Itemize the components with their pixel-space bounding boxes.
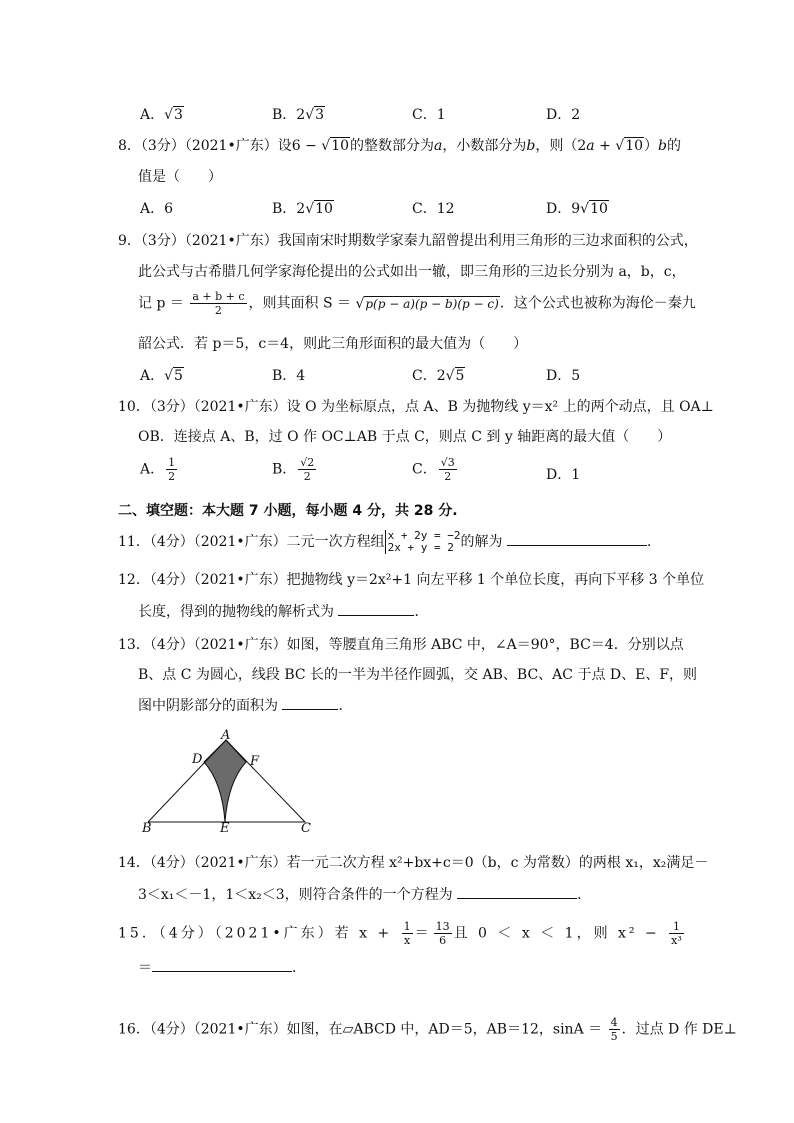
q8-option-d: D．9√10 [546, 201, 608, 217]
q7-option-c: C．1 [412, 107, 446, 123]
question-8-line2: 值是（ ） [138, 169, 222, 185]
shaded-region [204, 740, 246, 822]
q10-option-a: A． $\frac{1}{2}$ [140, 456, 176, 483]
question-11: 11．（4分）（2021•广东）二元一次方程组 x + 2y = −2 2x + y = 2 的解为 ． [118, 529, 661, 554]
question-10-line2: OB．连接点 A、B，过 O 作 OC⊥AB 于点 C，则点 C 到 y 轴距离的最大值（ ） [138, 429, 672, 445]
question-8: 8．（3分）（2021•广东）设6 − √10的整数部分为a，小数部分为b，则（2a + √10）b的 [118, 138, 681, 154]
q10-option-c: C． $\frac{√3}{2}$ [412, 456, 455, 483]
q10-option-b: B． $\frac{√2}{2}$ [272, 456, 315, 483]
question-14: 14．（4分）（2021•广东）若一元二次方程 x²+bx+c＝0（b，c 为常数）的两根 x₁，x₂满足－ [118, 855, 709, 871]
question-13-line2: B、点 C 为圆心，线段 BC 长的一半为半径作圆弧，交 AB、BC、AC 于点 D、E、F，则 [138, 667, 698, 683]
question-14-line2: 3＜x₁＜－1，1＜x₂＜3，则符合条件的一个方程为 ． [138, 887, 592, 903]
section-heading: 二、填空题：本大题 7 小题，每小题 4 分，共 28 分. [118, 503, 458, 519]
q8-option-a: A．6 [140, 201, 174, 217]
q9-option-b: B．4 [272, 368, 306, 384]
question-13: 13．（4分）（2021•广东）如图，等腰直角三角形 ABC 中，∠A＝90°，BC＝4．分别以点 [118, 637, 684, 653]
question-15: 15．（4分）（2021•广东）若 x + $\frac{1}{x}$ ＝ $\frac{13}{6}$ 且 0 ＜ x ＜ 1，则 x² − $\frac{1}{\text{x³}}$ [118, 920, 682, 947]
q7-option-d: D．2 [546, 107, 581, 123]
label-f: F [250, 754, 260, 769]
answer-blank[interactable] [338, 603, 414, 616]
question-16: 16．（4分）（2021•广东）如图，在▱ABCD 中，AD＝5，AB＝12，sinA ＝ $\frac{4}{5}$ ．过点 D 作 DE⊥ [118, 1016, 737, 1043]
question-9-line2: 此公式与古希腊几何学家海伦提出的公式如出一辙，即三角形的三边长分别为 a，b，c， [138, 264, 686, 280]
q8-option-c: C．12 [412, 201, 455, 217]
q7-option-a: A．√3 [140, 107, 183, 123]
q9-option-c: C．2√5 [412, 368, 465, 384]
label-a: A [221, 728, 231, 743]
q9-option-a: A．√5 [140, 368, 183, 384]
question-15-line2: ＝ ． [138, 960, 306, 976]
q8-option-b: B．2√10 [272, 201, 333, 217]
question-9: 9．（3分）（2021•广东）我国南宋时期数学家秦九韶曾提出利用三角形的三边求面积的公式， [118, 233, 698, 249]
q9-option-d: D．5 [546, 368, 581, 384]
label-d: D [192, 752, 203, 767]
label-e: E [220, 821, 230, 836]
question-12: 12．（4分）（2021•广东）把抛物线 y＝2x²+1 向左平移 1 个单位长度，再向下平移 3 个单位 [118, 572, 705, 588]
question-12-line2: 长度，得到的抛物线的解析式为 ． [138, 604, 429, 620]
question-13-line3: 图中阴影部分的面积为 ． [138, 698, 353, 714]
answer-blank[interactable] [152, 959, 292, 972]
question-9-line3: 记 p ＝ $\frac{a + b + c}{2}$ ，则其面积 S ＝ √p(p − a)(p − b)(p − c)．这个公式也被称为海伦－秦九 [138, 290, 696, 317]
label-b: B [142, 821, 152, 836]
q7-option-b: B．2√3 [272, 107, 325, 123]
answer-blank[interactable] [282, 697, 338, 710]
answer-blank[interactable] [507, 533, 647, 546]
answer-blank[interactable] [457, 886, 577, 899]
question-9-line4: 韶公式．若 p＝5，c＝4，则此三角形面积的最大值为（ ） [138, 336, 528, 352]
question-10: 10．（3分）（2021•广东）设 O 为坐标原点，点 A、B 为抛物线 y＝x² 上的两个动点，且 OA⊥ [118, 399, 714, 415]
q10-option-d: D．1 [546, 467, 581, 483]
label-c: C [301, 821, 311, 836]
